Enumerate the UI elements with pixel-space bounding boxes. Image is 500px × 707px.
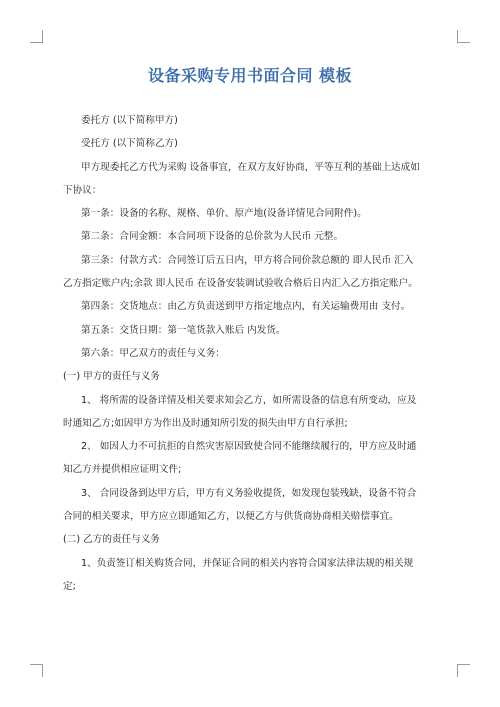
a-item-1-line-1: 1、 将所需的设备详情及相关要求知会乙方，如所需设备的信息有所变动，应及: [81, 394, 417, 406]
a-item-2-line-1: 2、 如因人力不可抗拒的自然灾害原因致使合同不能继续履行的，甲方应及时通: [81, 441, 417, 453]
article-3-line-1: 第三条：付款方式：合同签订后五日内，甲方将合同价款总额的 即人民币 汇入: [81, 254, 414, 266]
b-item-1-line-2: 定;: [63, 580, 76, 592]
crop-mark-top-right: [457, 30, 470, 43]
crop-mark-bottom-right: [457, 664, 470, 677]
a-item-3-line-2: 合同的相关要求，甲方应立即通知乙方，以便乙方与供货商协商相关赔偿事宜。: [63, 511, 399, 523]
crop-mark-top-left: [30, 30, 43, 43]
party-a-line: 委托方 (以下简称甲方): [81, 115, 178, 126]
a-item-3-line-1: 3、 合同设备到达甲方后，甲方有义务验收提货，如发现包装残缺，设备不符合: [81, 487, 417, 499]
article-5: 第五条：交货日期：第一笔货款入账后 内发货。: [81, 324, 286, 336]
section-a-heading: (一) 甲方的责任与义务: [63, 371, 160, 383]
section-b-heading: (二) 乙方的责任与义务: [63, 534, 160, 546]
crop-mark-bottom-left: [30, 664, 43, 677]
party-b-line: 受托方 (以下简称乙方): [81, 138, 178, 150]
article-3-line-2: 乙方指定账户内;余款 即人民币 在设备安装调试验收合格后日内汇入乙方指定账户。: [63, 278, 418, 290]
document-body: [63, 109, 438, 598]
article-1: 第一条：设备的名称、规格、单价、原产地(设备详情见合同附件)。: [81, 208, 367, 220]
document-title: 设备采购专用书面合同 模板: [147, 66, 353, 85]
a-item-2-line-2: 知乙方并提供相应证明文件;: [63, 464, 182, 476]
b-item-1-line-1: 1、负责签订相关购货合同，并保证合同的相关内容符合国家法律法规的相关规: [81, 557, 414, 569]
article-2: 第二条：合同金额：本合同项下设备的总价款为人民币 元整。: [81, 231, 344, 243]
intro-line-2: 下协议：: [63, 184, 102, 196]
article-4: 第四条：交货地点：由乙方负责送到甲方指定地点内，有关运输费用由 支付。: [81, 301, 411, 313]
a-item-1-line-2: 时通知乙方;如因甲方为作出及时通知所引发的损失由甲方自行承担;: [63, 417, 348, 429]
article-6: 第六条：甲乙双方的责任与义务：: [81, 347, 225, 359]
intro-line-1: 甲方现委托乙方代为采购 设备事宜，在双方友好协商，平等互利的基础上达成如: [81, 161, 420, 173]
